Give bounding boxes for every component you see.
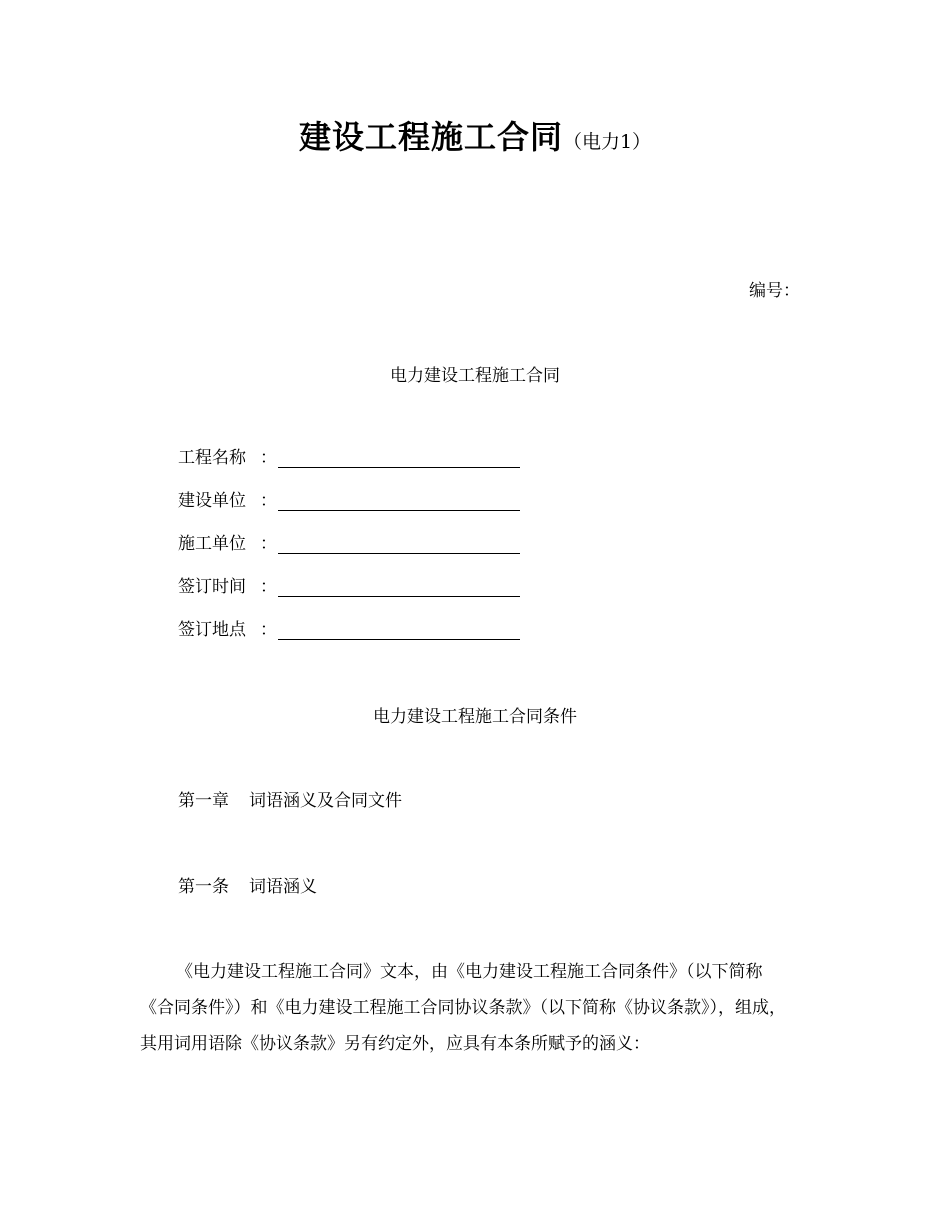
field-owner (178, 487, 520, 511)
field-label: 签订时间 (178, 577, 246, 597)
field-blank-line (278, 621, 520, 640)
article-number: 第一条 (178, 877, 229, 897)
paragraph-line: 《合同条件》）和《电力建设工程施工合同协议条款》（以下简称《协议条款》），组成， (140, 998, 786, 1018)
field-colon: ： (260, 491, 277, 511)
chapter-number: 第一章 (178, 791, 229, 811)
conditions-heading: 电力建设工程施工合同条件 (373, 707, 577, 727)
field-contractor (178, 530, 520, 554)
paragraph-line: 其用词用语除《协议条款》另有约定外，应具有本条所赋予的涵义： (140, 1034, 650, 1054)
field-label: 签订地点 (178, 620, 246, 640)
document-title (0, 112, 950, 158)
field-project-name (178, 444, 520, 468)
contract-number-label: 编号： (749, 281, 800, 301)
article-heading (178, 872, 317, 897)
field-colon: ： (260, 448, 277, 468)
field-label: 施工单位 (178, 534, 246, 554)
chapter-heading (178, 786, 402, 811)
field-colon: ： (260, 534, 277, 554)
article-title: 词语涵义 (249, 877, 317, 897)
document-title-sub: （电力1） (562, 131, 652, 153)
paragraph-line: 《电力建设工程施工合同》文本，由《电力建设工程施工合同条件》（以下简称 (176, 962, 763, 982)
field-blank-line (278, 535, 520, 554)
field-label: 建设单位 (178, 491, 246, 511)
document-title-main: 建设工程施工合同 (298, 118, 563, 156)
field-signing-place (178, 616, 520, 640)
field-signing-date (178, 573, 520, 597)
field-blank-line (278, 492, 520, 511)
field-colon: ： (260, 620, 277, 640)
contract-heading: 电力建设工程施工合同 (390, 366, 560, 386)
field-blank-line (278, 578, 520, 597)
chapter-title: 词语涵义及合同文件 (249, 791, 402, 811)
field-blank-line (278, 449, 520, 468)
body-paragraph (140, 954, 820, 1062)
field-colon: ： (260, 577, 277, 597)
field-label: 工程名称 (178, 448, 246, 468)
